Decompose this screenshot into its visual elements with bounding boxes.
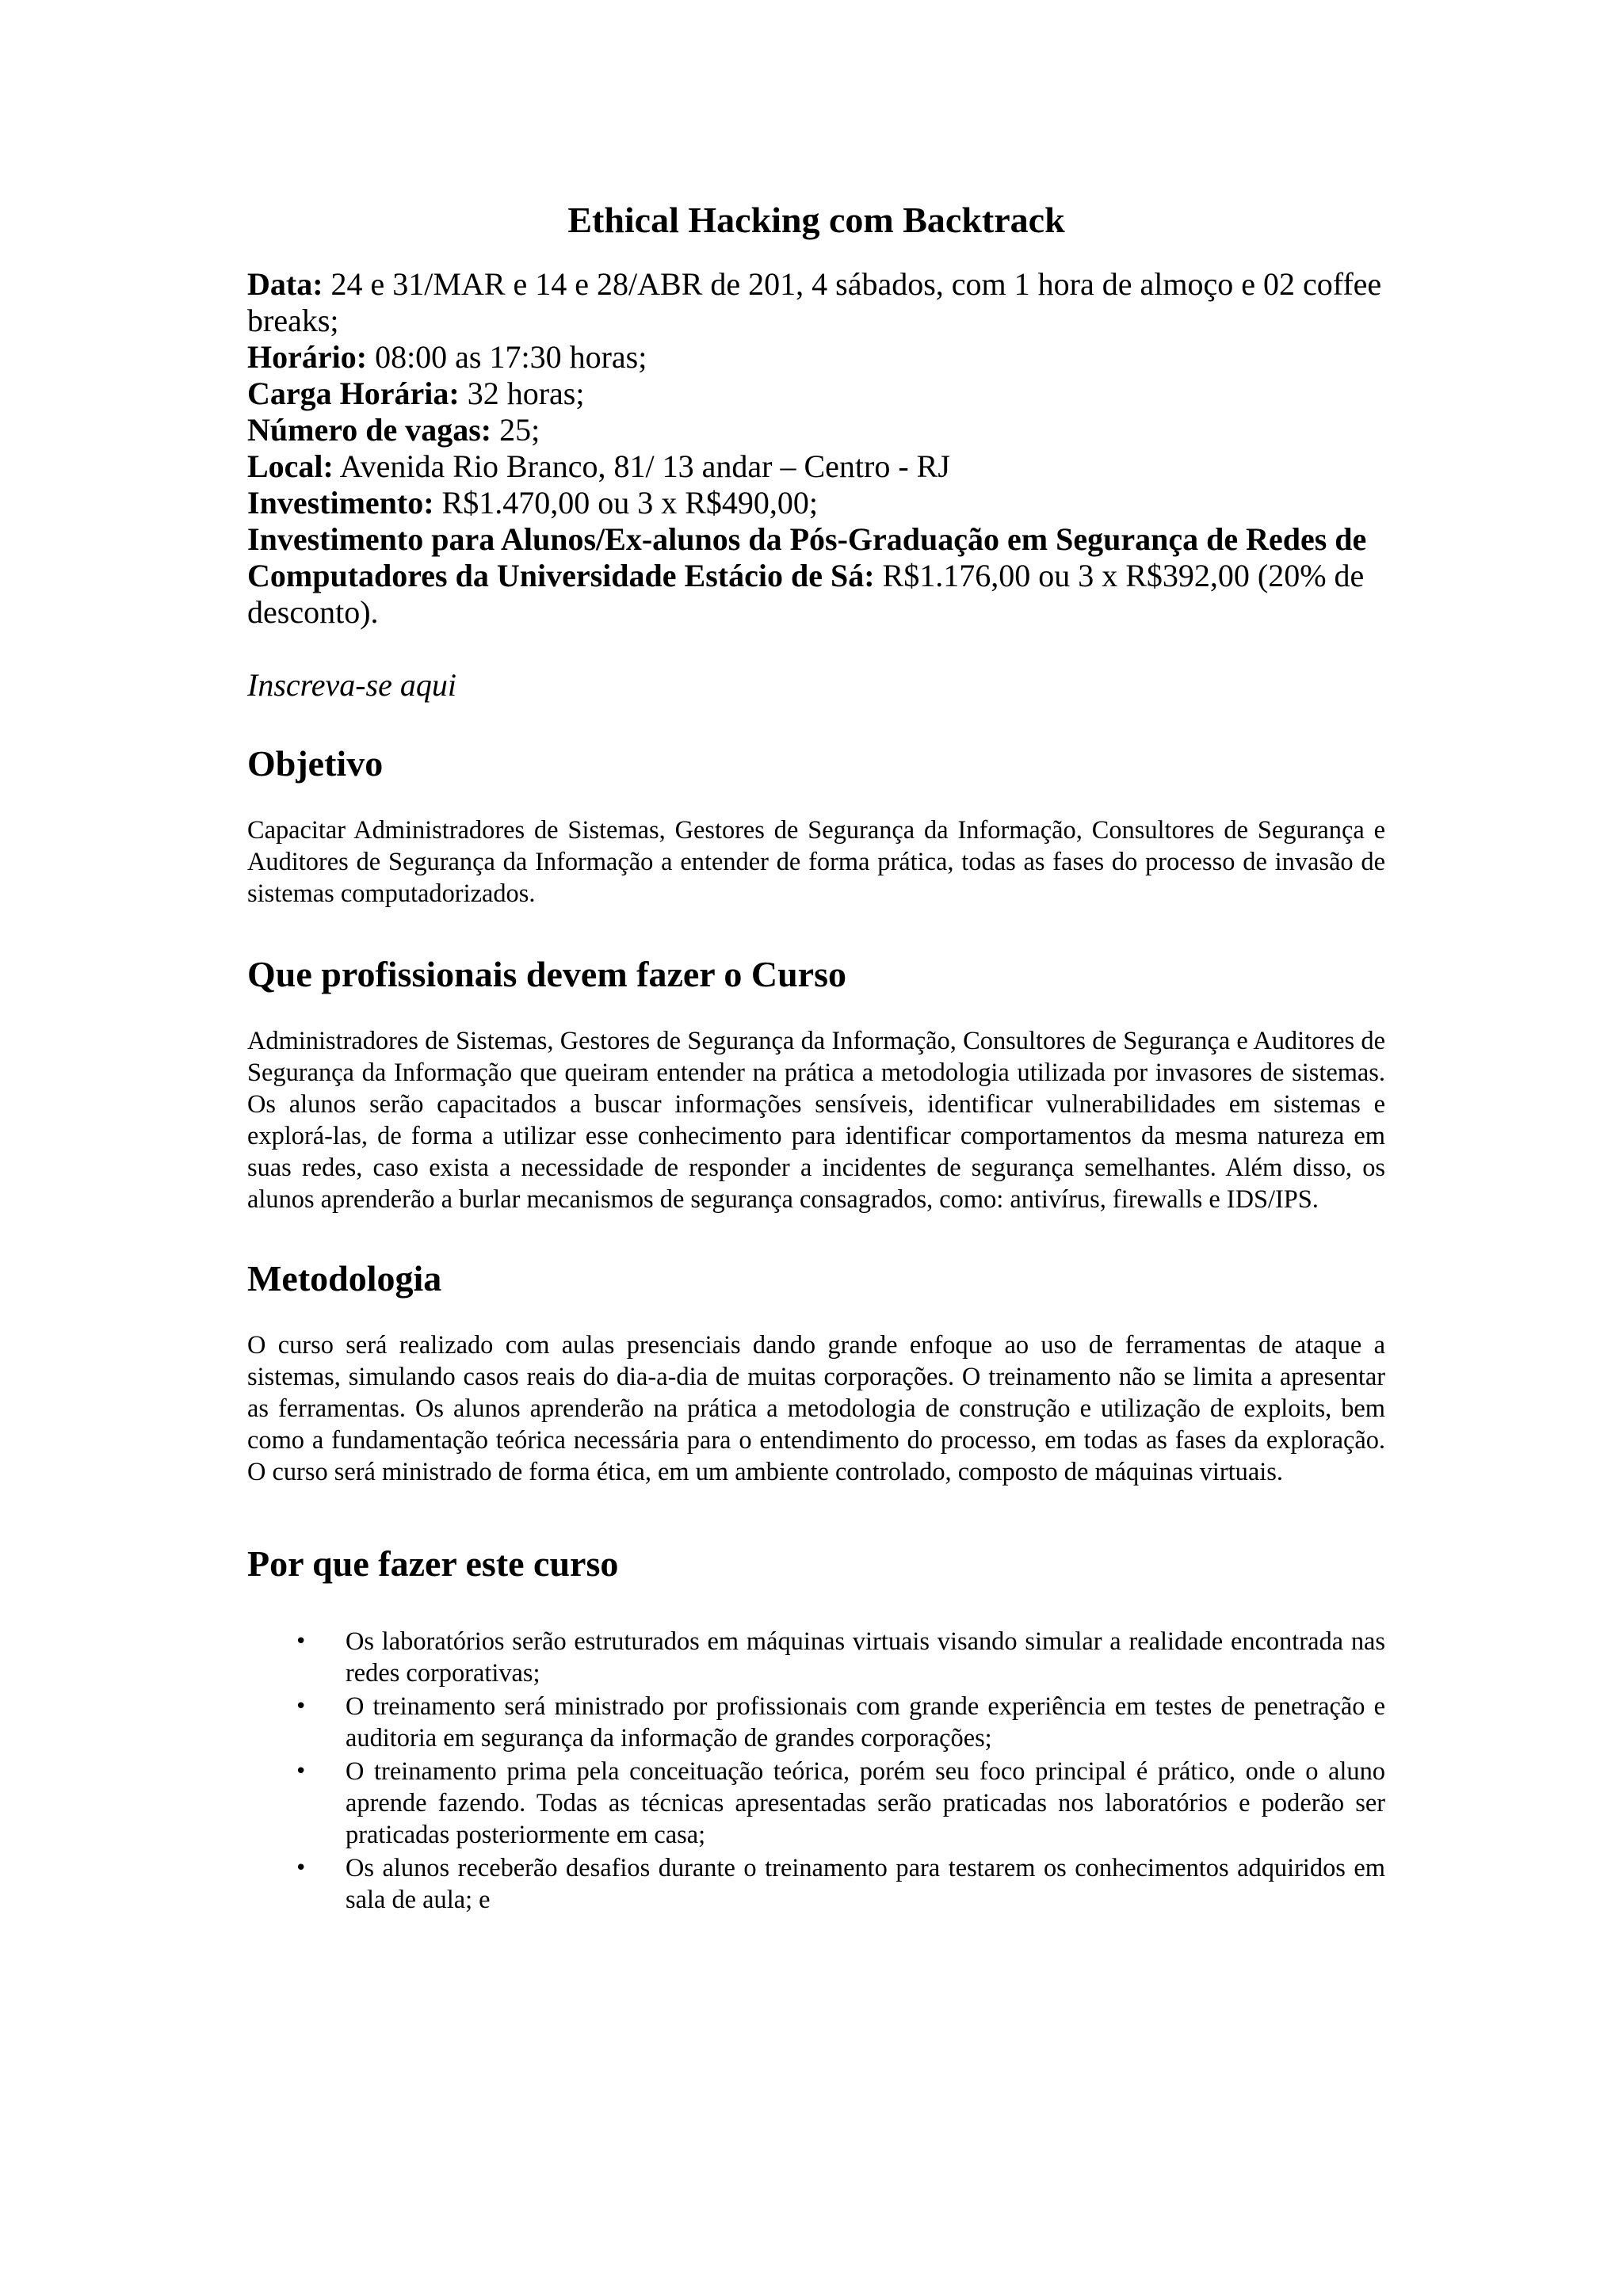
heading-porque: Por que fazer este curso: [247, 1543, 619, 1584]
signup-link[interactable]: Inscreva-se aqui: [247, 667, 456, 703]
info-workload-label: Carga Horária:: [247, 376, 460, 411]
profissionais-text: Administradores de Sistemas, Gestores de Segurança da Informação, Consultores de Segurança e Auditores de Segurança da Informação que queiram entender na prática a metodologia utilizada por invasores de sistemas. Os alunos serão capacitados a buscar informações sensíveis, identificar vulnerabilidades em sistemas e explorá-las, de forma a utilizar esse conhecimento para identificar comportamentos da mesma natureza em suas redes, caso exista a necessidade de responder a incidentes de segurança semelhantes. Além disso, os alunos aprenderão a burlar mecanismos de segurança consagrados, como: antivírus, firewalls e IDS/IPS.: [247, 1027, 1385, 1214]
reasons-list: [247, 1626, 1385, 1916]
bullet-icon: •: [295, 1630, 307, 1653]
info-price: [247, 485, 1385, 521]
list-item-text: O treinamento será ministrado por profissionais com grande experiência em testes de penetração e auditoria em segurança da informação de grandes corporações;: [346, 1692, 1385, 1753]
list-item-text: O treinamento prima pela conceituação teórica, porém seu foco principal é prático, onde o aluno aprende fazendo. Todas as técnicas apresentadas serão praticadas nos laboratórios e poderão ser praticadas posteriormente em casa;: [346, 1757, 1385, 1849]
info-seats-label: Número de vagas:: [247, 412, 492, 448]
info-student-price-value: R$1.176,00 ou 3 x R$392,00 (20% de desconto).: [247, 558, 1365, 630]
info-schedule-value: 08:00 as 17:30 horas;: [367, 339, 647, 375]
list-item: [247, 1691, 1385, 1754]
bullet-icon: •: [295, 1856, 307, 1880]
info-schedule: [247, 339, 1385, 376]
bullet-icon: •: [295, 1695, 307, 1718]
heading-objetivo: Objetivo: [247, 743, 384, 784]
info-price-label: Investimento:: [247, 485, 434, 521]
info-date-value: 24 e 31/MAR e 14 e 28/ABR de 201, 4 sábados, com 1 hora de almoço e 02 coffee breaks;: [247, 266, 1382, 338]
document-page: [247, 198, 1385, 1917]
info-location-label: Local:: [247, 448, 334, 484]
info-workload-value: 32 horas;: [459, 376, 585, 411]
info-workload: [247, 376, 1385, 412]
info-location-value: Avenida Rio Branco, 81/ 13 andar – Centro - RJ: [333, 448, 950, 484]
list-item-text: Os alunos receberão desafios durante o treinamento para testarem os conhecimentos adquiridos em sala de aula; e: [346, 1854, 1385, 1914]
list-item: [247, 1756, 1385, 1851]
info-seats: [247, 412, 1385, 448]
document-title: Ethical Hacking com Backtrack: [567, 200, 1065, 240]
info-student-price-label: Investimento para Alunos/Ex-alunos da Pós-Graduação em Segurança de Redes de Computadores da Universidade Estácio de Sá:: [247, 521, 1367, 593]
info-date: [247, 266, 1385, 339]
metodologia-text: O curso será realizado com aulas presenciais dando grande enfoque ao uso de ferramentas de ataque a sistemas, simulando casos reais do dia-a-dia de muitas corporações. O treinamento não se limita a apresentar as ferramentas. Os alunos aprenderão na prática a metodologia de construção e utilização de exploits, bem como a fundamentação teórica necessária para o entendimento do processo, em todas as fases da exploração. O curso será ministrado de forma ética, em um ambiente controlado, composto de máquinas virtuais.: [247, 1331, 1385, 1486]
objetivo-text: Capacitar Administradores de Sistemas, Gestores de Segurança da Informação, Consultores de Segurança e Auditores de Segurança da Informação a entender de forma prática, todas as fases do processo de invasão de sistemas computadorizados.: [247, 816, 1385, 908]
list-item: [247, 1626, 1385, 1689]
info-date-label: Data:: [247, 266, 323, 302]
heading-metodologia: Metodologia: [247, 1258, 442, 1299]
info-price-value: R$1.470,00 ou 3 x R$490,00;: [433, 485, 819, 521]
list-item-text: Os laboratórios serão estruturados em máquinas virtuais visando simular a realidade encontrada nas redes corporativas;: [346, 1627, 1385, 1688]
heading-profissionais: Que profissionais devem fazer o Curso: [247, 954, 846, 994]
list-item: [247, 1852, 1385, 1916]
info-schedule-label: Horário:: [247, 339, 368, 375]
info-student-price: [247, 521, 1385, 631]
info-location: [247, 448, 1385, 485]
bullet-icon: •: [295, 1760, 307, 1783]
course-info: [247, 266, 1385, 631]
info-seats-value: 25;: [491, 412, 540, 448]
